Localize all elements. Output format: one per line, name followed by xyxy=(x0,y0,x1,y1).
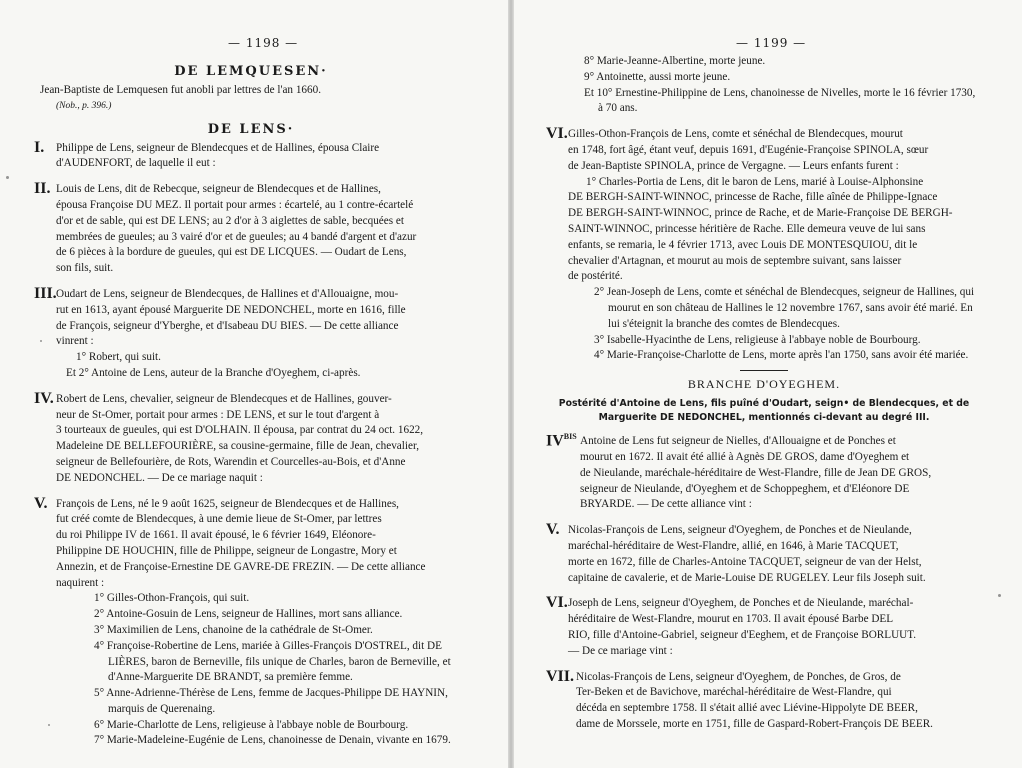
degree-IV xyxy=(34,389,468,487)
section-title-lens: DE LENS· xyxy=(207,121,295,137)
text-line: de 6 pièces à la bordure de gueules, qui est DE LICQUES. — Oudart de Lens, xyxy=(56,246,407,259)
roman-numeral: V. xyxy=(34,494,48,512)
text-line: Ter-Beken et de Bavichove, maréchal-héréditaire de West-Flandre, qui xyxy=(576,686,892,699)
page-number: — 1199 — xyxy=(736,36,807,50)
text-line: BRYARDE. — De cette alliance vint : xyxy=(580,498,752,511)
page-number: — 1198 — xyxy=(228,36,299,50)
degree-IVbis xyxy=(546,434,982,513)
text-line: François de Lens, né le 9 août 1625, seigneur de Blendecques et de Hallines, xyxy=(56,497,399,510)
text-line: DE NEDONCHEL. — De ce mariage naquit : xyxy=(56,471,263,484)
text-line: de postérité. xyxy=(568,270,623,283)
child-line: 1° Robert, qui suit. xyxy=(76,351,161,364)
text-line: de Jean-Baptiste SPINOLA, prince de Vergagne. — Leurs enfants furent : xyxy=(568,159,899,172)
text-line: de Nieulande, maréchale-héréditaire de West-Flandre, fille de Jean DE GROS, xyxy=(580,466,932,479)
text-line: de François, seigneur d'Yberghe, et d'Isabeau DU BIES. — De cette alliance xyxy=(56,319,399,332)
branch-subtitle: Postérité d'Antoine de Lens, fils puîné d'Oudart, seign• de Blendecques, et de Marguerite DE NEDONCHEL, mentionnés ci-devant au degré III. xyxy=(558,397,970,423)
roman-numeral-main: IV xyxy=(546,432,564,450)
roman-numeral: V. xyxy=(546,521,560,539)
text-line: Oudart de Lens, seigneur de Blendecques, de Hallines et d'Allouaigne, mou- xyxy=(56,287,399,300)
text-line: mourut en 1672. Il avait été allié à Agnès DE GROS, dame d'Oyeghem et xyxy=(580,451,910,464)
child-line: 3° Maximilien de Lens, chanoine de la cathédrale de St-Omer. xyxy=(94,623,373,636)
text-line: rut en 1613, ayant épousé Marguerite DE NEDONCHEL, morte en 1616, fille xyxy=(56,303,406,316)
child-line: 6° Marie-Charlotte de Lens, religieuse à l'abbaye noble de Bourbourg. xyxy=(94,718,409,731)
text-line: RIO, fille d'Antoine-Gabriel, seigneur d'Eeghem, et de Françoise BORLUUT. xyxy=(568,629,917,641)
text-line: épousa Françoise DU MEZ. Il portait pour armes : écartelé, au 1 contre-écartelé xyxy=(56,198,414,211)
text-line: Madeleine DE BELLEFOURIÈRE, sa cousine-germaine, fille de Jean, chevalier, xyxy=(56,440,420,453)
child-line: 7° Marie-Madeleine-Eugénie de Lens, chanoinesse de Denain, vivante en 1679. xyxy=(94,734,451,747)
scan-speck xyxy=(40,340,42,342)
right-page xyxy=(514,0,1022,768)
lemquesen-text: Jean-Baptiste de Lemquesen fut anobli par lettres de l'an 1660. xyxy=(40,84,321,96)
text-line: enfants, se remaria, le 4 février 1713, avec Louis DE MONTESQUIOU, dit le xyxy=(568,238,918,251)
child-line: 2° Antoine-Gosuin de Lens, seigneur de Hallines, mort sans alliance. xyxy=(94,608,403,621)
child-line: Et 10° Ernestine-Philippine de Lens, chanoinesse de Nivelles, morte le 16 février 1730, à 70 ans. xyxy=(584,86,976,115)
text-line: DE BERGH-SAINT-WINNOC, prince de Rache, et de Marie-Françoise DE BERGH- xyxy=(568,207,953,220)
text-line: fut créé comte de Blendecques, à une demie lieue de St-Omer, par lettres xyxy=(56,513,382,526)
text-line: vinrent : xyxy=(56,335,94,348)
text-line: DE BERGH-SAINT-WINNOC, princesse de Rache, fille aînée de Philippe-Ignace xyxy=(568,191,938,204)
section-title-lemquesen: DE LEMQUESEN· xyxy=(174,64,328,79)
text-line: membrées de gueules; au 3 vairé d'or et de gueules; au 4 bandé d'argent et d'azur xyxy=(56,230,417,243)
child-line: 9° Antoinette, aussi morte jeune. xyxy=(584,70,731,83)
section-divider xyxy=(740,370,788,371)
child-line: 4° Marie-Françoise-Charlotte de Lens, morte après l'an 1750, sans avoir été mariée. xyxy=(594,349,969,362)
text-line: d'AUDENFORT, de laquelle il eut : xyxy=(56,157,216,170)
child-line: 1° Gilles-Othon-François, qui suit. xyxy=(94,592,250,605)
text-line: d'or et de sable, qui est DE LENS; au 2 d'or à 3 aiglettes de sable, becquées et xyxy=(56,214,404,227)
text-line: neur de St-Omer, portait pour armes : DE LENS, et sur le tout d'argent à xyxy=(56,408,380,421)
text-line: — De ce mariage vint : xyxy=(568,644,673,657)
text-line: décéda en septembre 1758. Il s'était allié avec Liévine-Hippolyte DE BEER, xyxy=(576,702,918,715)
roman-numeral: VI. xyxy=(546,125,568,143)
text-line: Robert de Lens, chevalier, seigneur de Blendecques et de Hallines, gouver- xyxy=(56,392,392,405)
text-line: Nicolas-François de Lens, seigneur d'Oyeghem, de Ponches, de Gros, de xyxy=(576,670,901,683)
text-line: chevalier d'Artagnan, et mourut au mois de septembre suivant, sans laisser xyxy=(568,254,902,267)
text-line: 3 tourteaux de gueules, qui est D'OLHAIN. Il épousa, par contrat du 24 oct. 1622, xyxy=(56,424,424,437)
degree-V xyxy=(34,494,468,750)
degree-V-oyeghem xyxy=(546,523,982,586)
text-line: capitaine de cavalerie, et de Marie-Louise DE RUGELEY. Leur fils Joseph suit. xyxy=(568,571,926,584)
text-line: Philippe de Lens, seigneur de Blendecques et de Hallines, épousa Claire xyxy=(56,141,380,154)
lemquesen-ref: (Nob., p. 396.) xyxy=(56,100,112,111)
roman-numeral: I. xyxy=(34,138,45,156)
text-line: Joseph de Lens, seigneur d'Oyeghem, de Ponches et de Nieulande, maréchal- xyxy=(568,597,914,610)
text-line: héréditaire de West-Flandre, mourut en 1703. Il avait épousé Barbe DEL xyxy=(568,613,894,626)
text-line: seigneur de Nieulande, d'Oyeghem et de Schoppeghem, et d'Eléonore DE xyxy=(580,482,910,495)
text-line: en 1748, fort âgé, étant veuf, depuis 1691, d'Eugénie-Françoise SPINOLA, sœur xyxy=(568,143,929,156)
text-line: Annezin, et de Françoise-Ernestine DE GAVRE-DE FREZIN. — De cette alliance xyxy=(56,560,426,573)
text-line: son fils, suit. xyxy=(56,262,114,275)
degree-VI-oyeghem xyxy=(546,596,982,659)
scan-speck xyxy=(48,724,50,726)
child-line: 4° Françoise-Robertine de Lens, mariée à Gilles-François D'OSTREL, dit DE LIÈRES, baron de Berneville, fils unique de Charles, baron de Berneville, et d'Anne-Marguerite DE BRANDT, sa première femme. xyxy=(94,639,451,684)
degree-III xyxy=(34,284,468,382)
text-line: Nicolas-François de Lens, seigneur d'Oyeghem, de Ponches et de Nieulande, xyxy=(568,524,912,537)
roman-numeral: VII. xyxy=(546,667,575,685)
child-line: Et 2° Antoine de Lens, auteur de la Branche d'Oyeghem, ci-après. xyxy=(66,366,361,379)
text-line: naquirent : xyxy=(56,576,105,589)
left-page xyxy=(0,0,508,768)
roman-numeral xyxy=(546,432,577,450)
scan-speck xyxy=(998,594,1001,597)
roman-numeral: III. xyxy=(34,284,57,302)
text-line: Antoine de Lens fut seigneur de Nielles, d'Allouaigne et de Ponches et xyxy=(580,435,896,448)
text-line: maréchal-héréditaire de West-Flandre, allié, en 1646, à Marie TACQUET, xyxy=(568,540,899,553)
text-line: 1° Charles-Portia de Lens, dit le baron de Lens, marié à Louise-Alphonsine xyxy=(586,175,924,188)
roman-numeral: II. xyxy=(34,180,51,198)
text-line: seigneur de Bellefourière, de Rots, Warendin et Courcelles-au-Bois, et d'Anne xyxy=(56,455,406,468)
degree-VI xyxy=(546,127,982,364)
child-line: 5° Anne-Adrienne-Thérèse de Lens, femme de Jacques-Philippe DE HAYNIN, marquis de Querenaing. xyxy=(94,687,448,715)
roman-numeral-suffix: BIS xyxy=(563,432,577,442)
text-line: Gilles-Othon-François de Lens, comte et sénéchal de Blendecques, mourut xyxy=(568,128,903,141)
degree-I xyxy=(34,138,468,173)
text-line: dame de Morssele, morte en 1751, fille de Gaspard-Robert-François DE BEER. xyxy=(576,717,933,730)
text-line: du roi Philippe IV de 1661. Il avait épousé, le 6 février 1649, Eléonore- xyxy=(56,529,376,542)
roman-numeral: IV. xyxy=(34,389,54,407)
text-line: Philippine DE HOUCHIN, fille de Philippe, seigneur de Longastre, Mory et xyxy=(56,544,397,557)
scan-speck xyxy=(6,176,9,179)
branch-title: BRANCHE D'OYEGHEM. xyxy=(687,377,841,392)
degree-II xyxy=(34,182,468,277)
text-line: Louis de Lens, dit de Rebecque, seigneur de Blendecques et de Hallines, xyxy=(56,183,381,196)
degree-VII xyxy=(546,667,982,733)
child-line: 8° Marie-Jeanne-Albertine, morte jeune. xyxy=(584,55,766,67)
child-line: 3° Isabelle-Hyacinthe de Lens, religieuse à l'abbaye noble de Bourbourg. xyxy=(594,333,921,346)
child-line: 2° Jean-Joseph de Lens, comte et sénéchal de Blendecques, seigneur de Hallines, qui mourut en son château de Hallines le 12 novembre 1767, sans avoir été marié. En lui s'éteignit la branche des comtes de Blendecques. xyxy=(594,286,975,330)
text-line: morte en 1672, fille de Charles-Antoine TACQUET, seigneur de van der Helst, xyxy=(568,555,922,568)
text-line: SAINT-WINNOC, princesse héritière de Rache. Elle demeura veuve de lui sans xyxy=(568,222,926,235)
roman-numeral: VI. xyxy=(546,594,568,612)
